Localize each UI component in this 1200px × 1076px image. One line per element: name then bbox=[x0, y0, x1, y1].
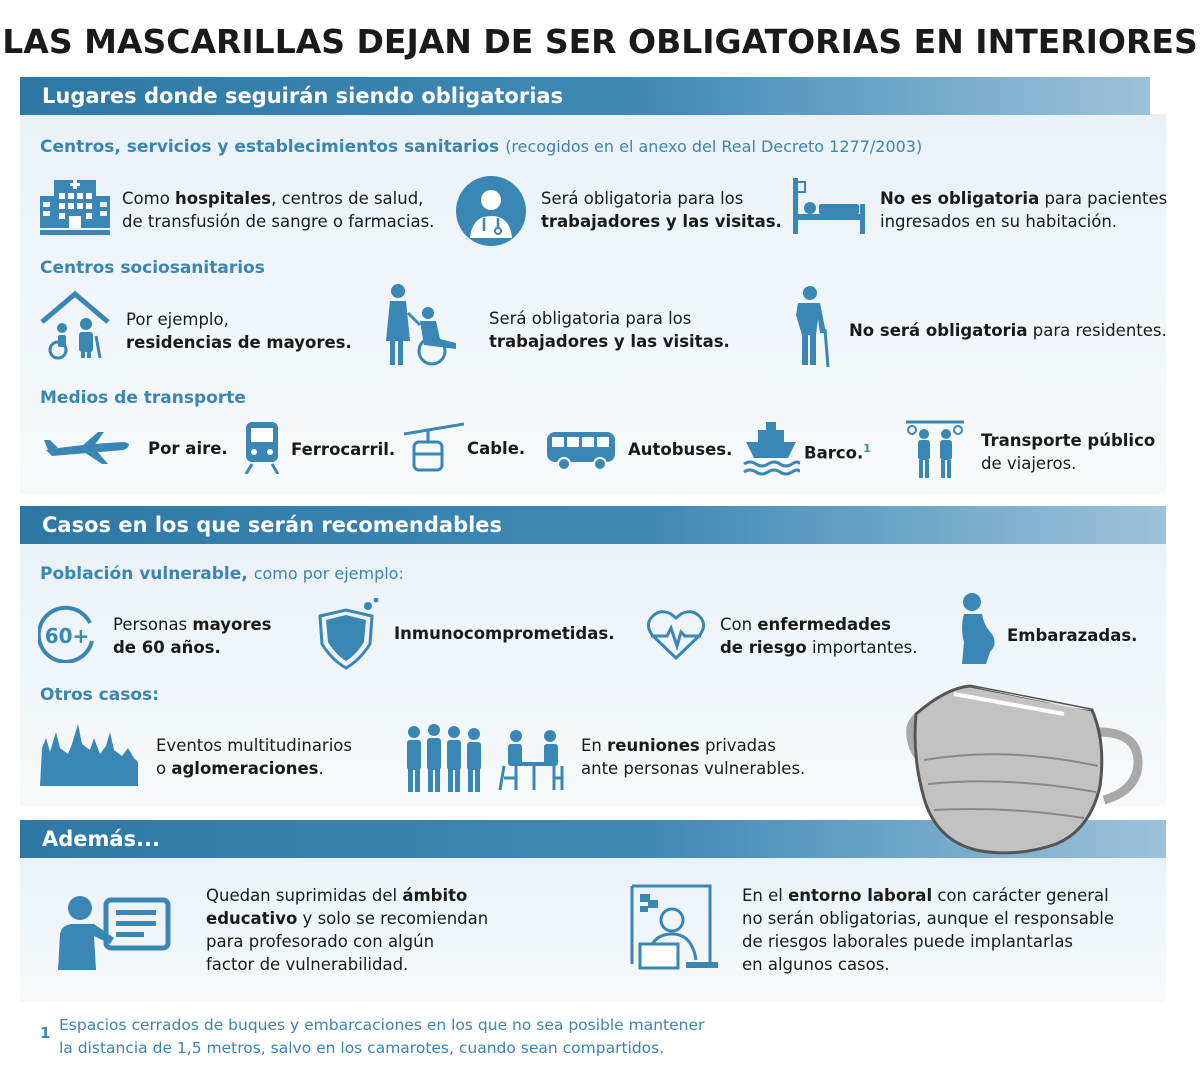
hospital-icon bbox=[40, 178, 110, 236]
hospital-bed-icon bbox=[793, 178, 865, 234]
page-title: LAS MASCARILLAS DEJAN DE SER OBLIGATORIAS EN INTERIORES bbox=[2, 22, 1198, 61]
ademas-text-1: Quedan suprimidas del ámbito educativo y solo se recomiendan para profesorado con algún factor de vulnerabilidad. bbox=[206, 886, 489, 974]
transport-bus-label: Autobuses. bbox=[628, 440, 733, 459]
footnote-ref: 1 bbox=[863, 442, 871, 455]
heading-sanitarios: Centros, servicios y establecimientos sanitarios (recogidos en el anexo del Real Decreto 1277/2003) bbox=[40, 137, 923, 157]
shield-icon bbox=[316, 598, 382, 670]
heart-pulse-icon bbox=[645, 608, 707, 662]
heading-otros: Otros casos: bbox=[40, 685, 159, 705]
face-mask-icon bbox=[906, 680, 1144, 858]
section-ademas-banner: Además... bbox=[20, 820, 1166, 858]
care-home-icon bbox=[40, 290, 110, 360]
sixty-plus-icon-text: 60+ bbox=[44, 624, 90, 648]
cable-car-icon bbox=[404, 422, 464, 472]
sanitarios-text-3: No es obligatoria para pacientes ingresados en su habitación. bbox=[880, 189, 1168, 231]
transport-ship-label: Barco.$^1$ bbox=[804, 442, 871, 463]
pregnant-woman-icon bbox=[956, 592, 998, 664]
transport-air-label: Por aire. bbox=[148, 439, 228, 458]
bus-icon bbox=[546, 430, 616, 472]
sociosanitarios-text-3: No será obligatoria para residentes. bbox=[849, 321, 1167, 340]
ademas-text-2: En el entorno laboral con carácter general no serán obligatorias, aunque el responsable de riesgos laborales puede implantarlas en algunos casos. bbox=[742, 886, 1115, 974]
public-transport-icon bbox=[904, 418, 966, 480]
transport-public-label: Transporte público de viajeros. bbox=[981, 431, 1156, 473]
sanitarios-text-2: Será obligatoria para los trabajadores y las visitas. bbox=[541, 189, 782, 231]
teacher-icon bbox=[54, 894, 172, 970]
heading-sanitarios-note: (recogidos en el anexo del Real Decreto 1277/2003) bbox=[505, 137, 923, 156]
vulnerable-text-1: Personas mayores de 60 años. bbox=[113, 615, 272, 657]
heading-vulnerable-note: como por ejemplo: bbox=[253, 564, 404, 583]
footnote-number: 1 bbox=[40, 1024, 51, 1042]
heading-vulnerable: Población vulnerable, como por ejemplo: bbox=[40, 564, 404, 584]
footnote-text: Espacios cerrados de buques y embarcaciones en los que no sea posible mantener la distancia de 1,5 metros, salvo en los camarotes, cuando sean compartidos. bbox=[59, 1016, 705, 1057]
heading-transporte: Medios de transporte bbox=[40, 388, 246, 408]
sixty-plus-icon bbox=[38, 605, 96, 663]
elderly-person-icon bbox=[792, 285, 832, 367]
airplane-icon bbox=[42, 430, 134, 466]
vulnerable-text-2: Inmunocomprometidas. bbox=[394, 624, 615, 643]
otros-text-2: En reuniones privadas ante personas vulnerables. bbox=[581, 736, 806, 778]
meeting-icon bbox=[404, 722, 564, 794]
ship-icon bbox=[742, 420, 800, 476]
train-icon bbox=[244, 420, 280, 474]
heading-sociosanitarios: Centros sociosanitarios bbox=[40, 258, 265, 278]
transport-cable-label: Cable. bbox=[467, 439, 526, 458]
wheelchair-caregiver-icon bbox=[384, 283, 464, 367]
vulnerable-text-4: Embarazadas. bbox=[1007, 626, 1138, 645]
section-recomendables-banner: Casos en los que serán recomendables bbox=[20, 506, 1166, 544]
otros-text-1: Eventos multitudinarios o aglomeraciones. bbox=[156, 736, 352, 778]
sociosanitarios-text-1: Por ejemplo, residencias de mayores. bbox=[126, 310, 352, 352]
office-worker-icon bbox=[630, 882, 720, 972]
sanitarios-text-1: Como hospitales, centros de salud, de transfusión de sangre o farmacias. bbox=[122, 189, 435, 231]
doctor-icon bbox=[456, 176, 526, 246]
sociosanitarios-text-2: Será obligatoria para los trabajadores y las visitas. bbox=[489, 309, 730, 351]
transport-rail-label: Ferrocarril. bbox=[291, 440, 396, 459]
section-obligatorias-banner: Lugares donde seguirán siendo obligatorias bbox=[20, 77, 1150, 115]
crowd-icon bbox=[40, 718, 138, 786]
vulnerable-text-3: Con enfermedades de riesgo importantes. bbox=[720, 615, 918, 657]
